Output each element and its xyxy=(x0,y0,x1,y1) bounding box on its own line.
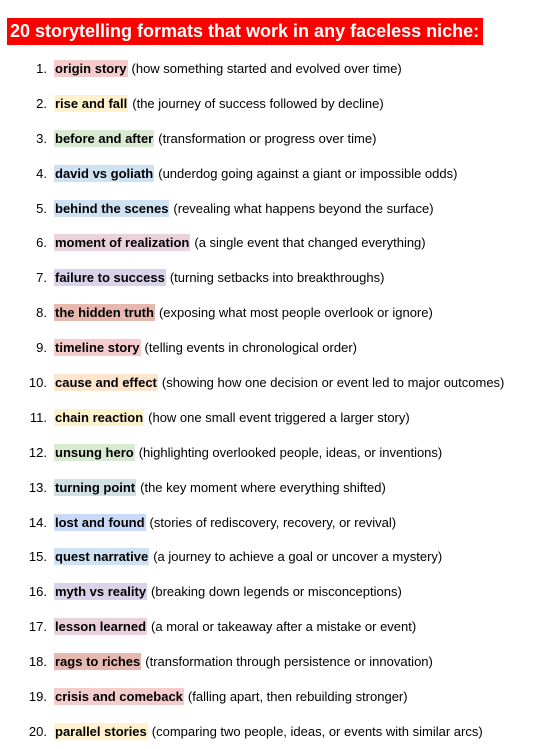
list-item-body xyxy=(54,515,396,530)
list-item-number: 16. xyxy=(28,584,47,600)
list-item-number: 2. xyxy=(36,95,47,111)
format-description: (how one small event triggered a larger story) xyxy=(148,409,410,425)
format-description: (transformation or progress over time) xyxy=(158,130,377,146)
format-name-highlight: cause and effect xyxy=(55,374,157,390)
list-item-number: 12. xyxy=(28,444,47,460)
format-description: (stories of rediscovery, recovery, or revival) xyxy=(149,514,397,530)
format-description: (highlighting overlooked people, ideas, or inventions) xyxy=(138,444,443,460)
list-item-body xyxy=(54,270,384,285)
format-description: (turning setbacks into breakthroughs) xyxy=(169,270,385,286)
format-description: (transformation through persistence or innovation) xyxy=(145,654,433,670)
list-item-number: 7. xyxy=(36,270,47,286)
format-name-highlight: quest narrative xyxy=(55,549,149,565)
format-description: (a single event that changed everything) xyxy=(194,235,426,251)
format-name-highlight: failure to success xyxy=(55,270,165,286)
format-description: (comparing two people, ideas, or events with similar arcs) xyxy=(151,723,483,739)
format-description: (the journey of success followed by decline) xyxy=(132,95,384,111)
list-item-body xyxy=(54,375,504,390)
list-item-body xyxy=(54,724,483,739)
format-description: (a journey to achieve a goal or uncover a mystery) xyxy=(153,549,443,565)
list-item-number: 14. xyxy=(28,514,47,530)
format-name-highlight: parallel stories xyxy=(55,723,147,739)
format-name-highlight: timeline story xyxy=(55,340,140,356)
format-name-highlight: david vs goliath xyxy=(55,165,154,181)
format-name-highlight: turning point xyxy=(55,479,136,495)
format-name-highlight: lost and found xyxy=(55,514,145,530)
format-name-highlight: behind the scenes xyxy=(55,200,169,216)
format-description: (falling apart, then rebuilding stronger) xyxy=(187,688,408,704)
list-item-number: 19. xyxy=(28,688,47,704)
list-item-number: 9. xyxy=(36,340,47,356)
format-description: (exposing what most people overlook or ignore) xyxy=(158,305,433,321)
format-name-highlight: origin story xyxy=(55,60,127,76)
format-description: (a moral or takeaway after a mistake or event) xyxy=(151,619,417,635)
list-item-body xyxy=(54,584,402,599)
list-item-number: 6. xyxy=(36,235,47,251)
list-item-number: 11. xyxy=(29,409,47,425)
format-description: (the key moment where everything shifted) xyxy=(140,479,386,495)
list-item-body xyxy=(54,619,416,634)
list-item-number: 1. xyxy=(36,60,47,76)
list-item-body xyxy=(54,340,357,355)
format-name-highlight: rags to riches xyxy=(55,654,141,670)
page-title: 20 storytelling formats that work in any faceless niche: xyxy=(7,18,483,45)
format-description: (telling events in chronological order) xyxy=(144,340,357,356)
list-item-number: 17. xyxy=(28,619,47,635)
list-item-body xyxy=(54,201,434,216)
list-item-body xyxy=(54,131,376,146)
list-item-number: 20. xyxy=(28,723,47,739)
list-item-number: 8. xyxy=(36,305,47,321)
list-item-body xyxy=(54,96,384,111)
format-name-highlight: the hidden truth xyxy=(55,305,154,321)
format-name-highlight: myth vs reality xyxy=(55,584,147,600)
list-item-body xyxy=(54,235,426,250)
format-name-highlight: crisis and comeback xyxy=(55,688,183,704)
list-item-body xyxy=(54,61,402,76)
list-item-number: 10. xyxy=(28,374,47,390)
list-item-body xyxy=(54,305,433,320)
format-description: (breaking down legends or misconceptions) xyxy=(151,584,402,600)
list-item-body xyxy=(54,549,442,564)
format-name-highlight: moment of realization xyxy=(55,235,190,251)
list-item-body xyxy=(54,166,457,181)
list-item-body xyxy=(54,445,442,460)
list-item-number: 15. xyxy=(28,549,47,565)
list-item-body xyxy=(54,654,433,669)
list-item-number: 13. xyxy=(28,479,47,495)
list-item-body xyxy=(54,689,408,704)
format-description: (how something started and evolved over time) xyxy=(131,60,402,76)
list-item-number: 3. xyxy=(36,130,47,146)
format-description: (revealing what happens beyond the surface) xyxy=(173,200,434,216)
format-name-highlight: chain reaction xyxy=(55,409,144,425)
list-item-number: 4. xyxy=(36,165,47,181)
format-name-highlight: lesson learned xyxy=(55,619,147,635)
format-description: (underdog going against a giant or impossible odds) xyxy=(158,165,458,181)
format-description: (showing how one decision or event led to major outcomes) xyxy=(161,374,505,390)
list-item-body xyxy=(54,410,410,425)
list-item-body xyxy=(54,480,386,495)
list-item-number: 5. xyxy=(36,200,47,216)
list-item-number: 18. xyxy=(28,654,47,670)
format-name-highlight: before and after xyxy=(55,130,154,146)
format-name-highlight: unsung hero xyxy=(55,444,134,460)
format-name-highlight: rise and fall xyxy=(55,95,128,111)
